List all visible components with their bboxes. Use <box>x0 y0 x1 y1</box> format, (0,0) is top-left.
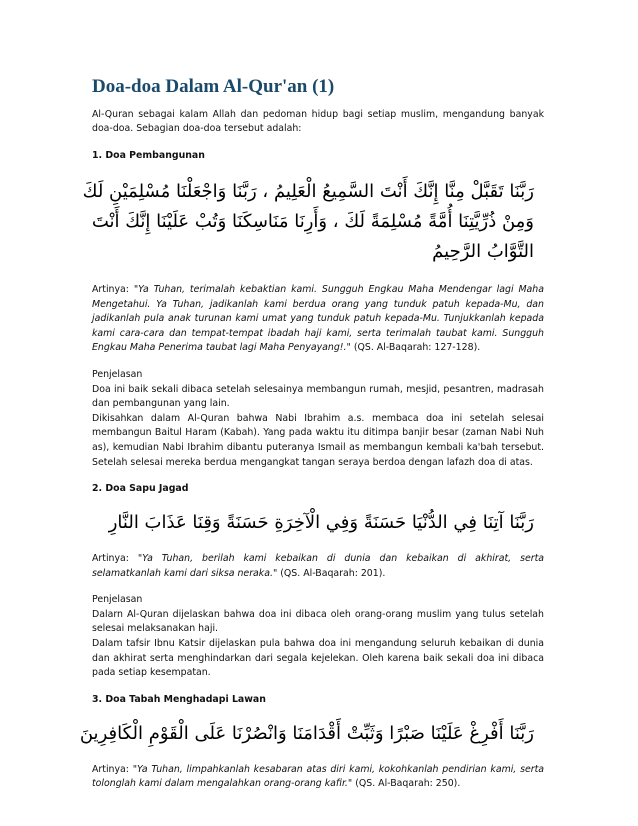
artinya-tabah <box>92 763 544 792</box>
artinya-reference: (QS. Al-Baqarah: 127-128). <box>350 342 481 354</box>
section-heading-pembangunan: 1. Doa Pembangunan <box>92 149 205 161</box>
section-heading-sapu-jagad: 2. Doa Sapu Jagad <box>92 483 189 495</box>
artinya-pembangunan <box>92 283 544 356</box>
artinya-translation: "Ya Tuhan, terimalah kebaktian kami. Sungguh Engkau Maha Mendengar lagi Maha Mengetahui. Ya Tuhan, jadikanlah kami berdua orang yang tunduk patuh kepada-Mu, dan jadikanlah pula anak turunan kami umat yang tunduk patuh kepada-Mu. Tunjukkanlah kepada kami cara-cara dan tempat-tempat ibadah haji kami, serta terimalah taubat kami. Sungguh Engkau Maha Penerima taubat lagi Maha Penyayang!." <box>92 283 544 354</box>
arabic-text-tabah <box>79 719 544 749</box>
arabic-line: رَبَّنَا أَفْرِغْ عَلَيْنَا صَبْرًا وَثَبِّتْ أَقْدَامَنَا وَانْصُرْنَا عَلَى الْقَوْمِ الْكَافِرِينَ <box>79 722 534 744</box>
penjelasan-label: Penjelasan <box>92 368 143 380</box>
artinya-reference: (QS. Al-Baqarah: 201). <box>277 567 386 579</box>
arabic-text-pembangunan <box>82 177 544 267</box>
penjelasan-paragraph: Dalam tafsir Ibnu Katsir dijelaskan pula bahwa doa ini mengandung seluruh kebaikan di dunia dan akhirat serta menghindarkan dari segala kejelekan. Oleh karena baik sekali doa ini dibaca pada setiap kesempatan. <box>92 638 544 679</box>
penjelasan-paragraph: Dalarn Al-Quran dijelaskan bahwa doa ini dibaca oleh orang-orang muslim yang tulus setelah selesai melaksanakan haji. <box>92 608 544 635</box>
section-heading-tabah: 3. Doa Tabah Menghadapi Lawan <box>92 693 266 705</box>
intro-paragraph: Al-Quran sebagai kalam Allah dan pedoman hidup bagi setiap muslim, mengandung banyak doa-doa. Sebagian doa-doa tersebut adalah: <box>92 108 544 135</box>
artinya-label: Artinya: <box>92 283 134 295</box>
arabic-line: وَمِنْ ذُرِّيَّتِنَا أُمَّةً مُسْلِمَةً لَكَ ، وَأَرِنَا مَنَاسِكَنَا وَتُبْ عَلَيْنَا إِنَّكَ أَنْتَ <box>91 210 534 232</box>
artinya-label: Artinya: <box>92 763 133 775</box>
page-title: Doa-doa Dalam Al-Qur'an (1) <box>92 76 335 97</box>
artinya-translation: "Ya Tuhan, berilah kami kebaikan di dunia dan kebaikan di akhirat, serta selamatkanlah kami dari siksa neraka." <box>92 553 544 579</box>
document-content <box>79 76 544 792</box>
penjelasan-label: Penjelasan <box>92 594 143 606</box>
artinya-sapu-jagad <box>92 552 544 581</box>
arabic-line: التَّوَّابُ الرَّحِيمُ <box>432 240 534 262</box>
arabic-line: رَبَّنَا تَقَبَّلْ مِنَّا إِنَّكَ أَنْتَ السَّمِيعُ الْعَلِيمُ ، رَبَّنَا وَاجْعَلْنَا مُسْلِمَيْنِ لَكَ <box>82 180 534 202</box>
penjelasan-paragraph: Doa ini baik sekali dibaca setelah selesainya membangun rumah, mesjid, pesantren, madrasah dan pembangunan yang lain. <box>92 383 544 410</box>
penjelasan-paragraph: Dikisahkan dalam Al-Quran bahwa Nabi Ibrahim a.s. membaca doa ini setelah selesai membangun Baitul Haram (Kabah). Yang pada waktu itu ditimpa banjir besar (zaman Nabi Nuh as), kemudian Nabi Ibrahim dibantu puteranya Ismail as membangun kembali ka'bah tersebut. Setelah selesai mereka berdua mengangkat tangan seraya berdoa dengan lafazh doa di atas. <box>92 412 544 468</box>
arabic-text-sapu-jagad <box>92 508 544 538</box>
artinya-label: Artinya: <box>92 553 138 565</box>
artinya-translation: "Ya Tuhan, limpahkanlah kesabaran atas diri kami, kokohkanlah pendirian kami, serta tolonglah kami dalam mengalahkan orang-orang kafir." <box>92 763 544 790</box>
arabic-line: رَبَّنَا آتِنَا فِي الدُّنْيَا حَسَنَةً وَفِي الْآخِرَةِ حَسَنَةً وَقِنَا عَذَابَ النَّارِ <box>108 512 534 534</box>
artinya-reference: (QS. Al-Baqarah: 250). <box>352 778 461 790</box>
